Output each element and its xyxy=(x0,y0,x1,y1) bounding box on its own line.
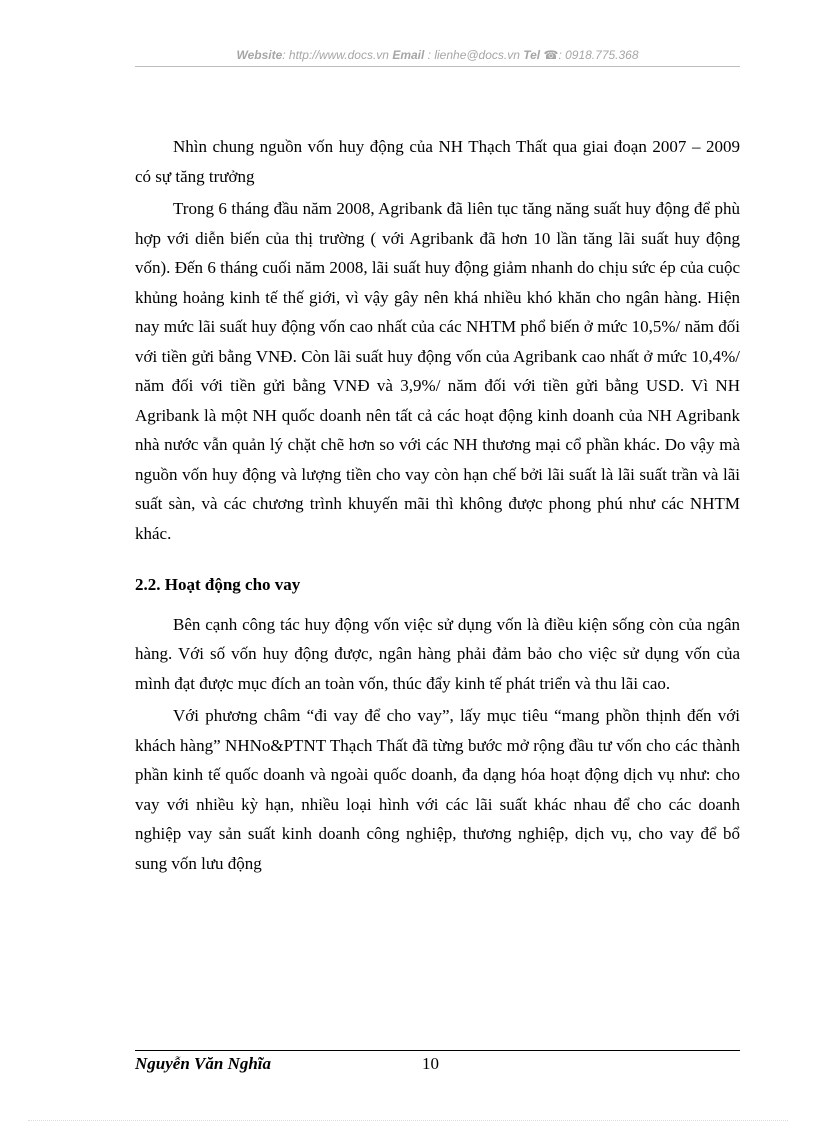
website-url[interactable]: : http://www.docs.vn xyxy=(282,48,389,62)
website-label: Website xyxy=(236,48,283,62)
email-label: Email xyxy=(392,48,425,62)
header-divider xyxy=(135,66,740,67)
paragraph-1: Nhìn chung nguồn vốn huy động của NH Thạch Thất qua giai đoạn 2007 – 2009 có sự tăng trưởng xyxy=(135,137,740,186)
email-address[interactable]: : lienhe@docs.vn xyxy=(427,48,520,62)
footer-author: Nguyễn Văn Nghĩa xyxy=(135,1054,272,1073)
paragraph-2: Trong 6 tháng đầu năm 2008, Agribank đã liên tục tăng năng suất huy động để phù hợp với diễn biến của thị trường ( với Agribank đã hơn 10 lần tăng lãi suất huy động vốn). Đến 6 tháng cuối năm 2008, lãi suất huy động giảm nhanh do chịu sức ép của cuộc khủng hoảng kinh tế thế giới, vì vậy gây nên khá nhiều khó khăn cho ngân hàng. Hiện nay mức lãi suất huy động vốn cao nhất của các NHTM phổ biến ở mức 10,5%/ năm đối với tiền gửi bằng VNĐ. Còn lãi suất huy động vốn của Agribank cao nhất ở mức 10,4%/ năm đối với tiền gửi bằng VNĐ và 3,9%/ năm đối với tiền gửi bằng USD. Vì NH Agribank là một NH quốc doanh nên tất cả các hoạt động kinh doanh của NH Agribank nhà nước vẫn quản lý chặt chẽ hơn so với các NH thương mại cổ phần khác. Do vậy mà nguồn vốn huy động và lượng tiền cho vay còn hạn chế bởi lãi suất là lãi suất trần và lãi suất sàn, và các chương trình khuyến mãi thì không được phong phú như các NHTM khác. xyxy=(135,199,740,543)
section-heading: 2.2. Hoạt động cho vay xyxy=(135,575,301,594)
tel-number: ☎: 0918.775.368 xyxy=(543,48,639,62)
paragraph-4: Với phương châm “đi vay để cho vay”, lấy mục tiêu “mang phồn thịnh đến với khách hàng” NHNo&PTNT Thạch Thất đã từng bước mở rộng đầu tư vốn cho các thành phần kinh tế quốc doanh và ngoài quốc doanh, đa dạng hóa hoạt động dịch vụ như: cho vay với nhiều kỳ hạn, nhiều loại hình với các lãi suất khác nhau để cho các doanh nghiệp vay sản suất kinh doanh công nghiệp, thương nghiệp, dịch vụ, cho vay để bổ sung vốn lưu động xyxy=(135,706,740,873)
footer-divider xyxy=(135,1050,740,1051)
tel-label: Tel xyxy=(523,48,541,62)
page-number: 10 xyxy=(422,1054,439,1073)
page-header xyxy=(135,48,740,62)
paragraph-3: Bên cạnh công tác huy động vốn việc sử dụng vốn là điều kiện sống còn của ngân hàng. Với số vốn huy động được, ngân hàng phải đảm bảo cho việc sử dụng vốn của mình đạt được mục đích an toàn vốn, thúc đẩy kinh tế phát triển và thu lãi cao. xyxy=(135,614,740,693)
page-bottom-border xyxy=(28,1120,788,1121)
document-body xyxy=(135,132,740,881)
